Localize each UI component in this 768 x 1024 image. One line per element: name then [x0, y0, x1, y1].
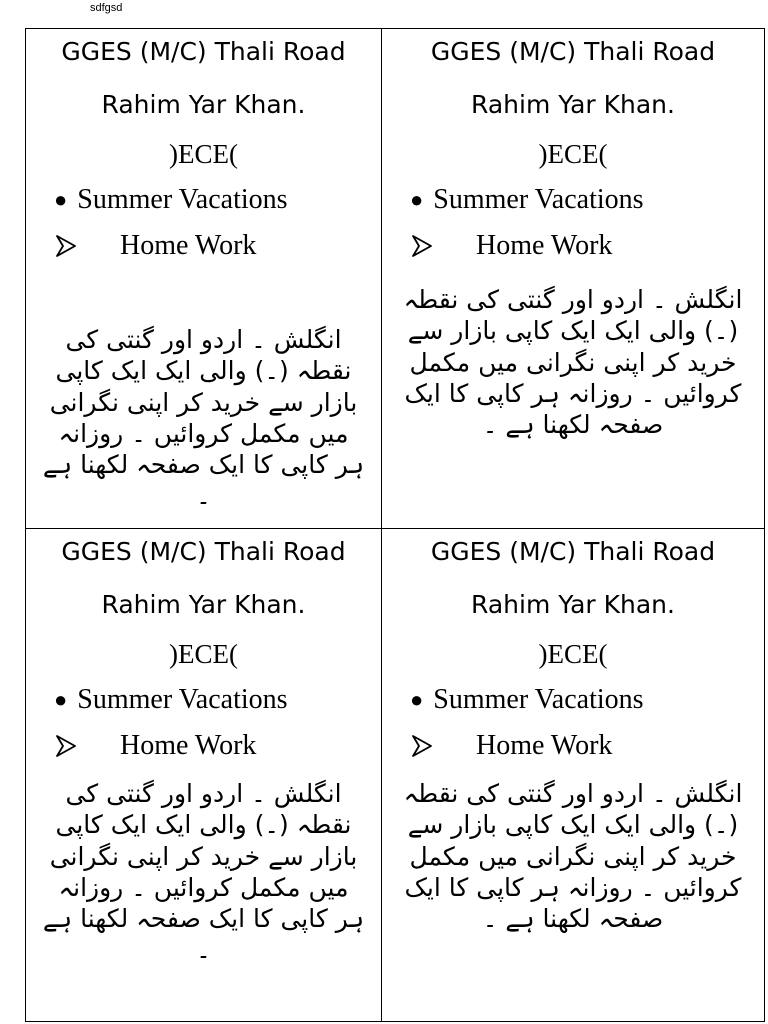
- bullet-icon: ●: [410, 687, 424, 712]
- notice-card-bottom-right: [382, 529, 764, 1021]
- homework-heading: [382, 230, 764, 262]
- bullet-icon: ●: [410, 187, 424, 212]
- homework-label: Home Work: [120, 230, 257, 261]
- arrowhead-bullet-icon: [412, 735, 432, 757]
- arrowhead-bullet-icon: [56, 735, 76, 757]
- arrowhead-bullet-icon: [56, 235, 76, 257]
- homework-label: Home Work: [120, 730, 257, 761]
- bullet-item: [26, 684, 381, 716]
- homework-label: Home Work: [476, 230, 613, 261]
- class-label: )ECE(: [169, 639, 238, 669]
- class-label: )ECE(: [538, 139, 608, 169]
- bullet-icon: ●: [54, 187, 68, 212]
- urdu-homework-instructions: انگلش ۔ اردو اور گنتی کی نقطہ (۔) والی ایک ایک کاپی بازار سے خرید کر اپنی نگرانی میں مکمل کروائیں ۔ روزانہ ہر کاپی کا ایک صفحہ لکھنا ہے ۔: [42, 325, 365, 511]
- urdu-homework-instructions: انگلش ۔ اردو اور گنتی کی نقطہ (۔) والی ایک ایک کاپی بازار سے خرید کر اپنی نگرانی میں مکمل کروائیں ۔ روزانہ ہر کاپی کا ایک صفحہ لکھنا ہے ۔: [403, 285, 743, 439]
- notice-card-grid: [25, 28, 765, 1022]
- school-city: Rahim Yar Khan.: [471, 90, 675, 119]
- bullet-icon: ●: [54, 687, 68, 712]
- urdu-homework-instructions: انگلش ۔ اردو اور گنتی کی نقطہ (۔) والی ایک ایک کاپی بازار سے خرید کر اپنی نگرانی میں مکمل کروائیں ۔ روزانہ ہر کاپی کا ایک صفحہ لکھنا ہے ۔: [42, 779, 365, 965]
- school-name: GGES (M/C) Thali Road: [430, 37, 716, 66]
- class-label: )ECE(: [538, 639, 608, 669]
- urdu-homework-instructions: انگلش ۔ اردو اور گنتی کی نقطہ (۔) والی ایک ایک کاپی بازار سے خرید کر اپنی نگرانی میں مکمل کروائیں ۔ روزانہ ہر کاپی کا ایک صفحہ لکھنا ہے ۔: [403, 779, 743, 933]
- bullet-text: Summer Vacations: [77, 184, 288, 215]
- arrowhead-bullet-icon: [412, 235, 432, 257]
- school-name: GGES (M/C) Thali Road: [430, 537, 716, 566]
- bullet-item: [26, 184, 381, 216]
- bullet-text: Summer Vacations: [433, 684, 644, 715]
- bullet-text: Summer Vacations: [433, 184, 644, 215]
- school-city: Rahim Yar Khan.: [101, 590, 306, 619]
- class-label: )ECE(: [169, 139, 238, 169]
- bullet-text: Summer Vacations: [77, 684, 288, 715]
- homework-heading: [26, 730, 381, 762]
- notice-card-bottom-left: [26, 529, 382, 1021]
- notice-card-top-right: [382, 29, 764, 529]
- notice-card-top-left: [26, 29, 382, 529]
- school-city: Rahim Yar Khan.: [471, 590, 675, 619]
- corner-text: sdfgsd: [90, 2, 123, 14]
- homework-heading: [26, 230, 381, 262]
- homework-heading: [382, 730, 764, 762]
- school-city: Rahim Yar Khan.: [101, 90, 306, 119]
- bullet-item: [382, 684, 764, 716]
- bullet-item: [382, 184, 764, 216]
- homework-label: Home Work: [476, 730, 613, 761]
- school-name: GGES (M/C) Thali Road: [61, 537, 346, 566]
- school-name: GGES (M/C) Thali Road: [61, 37, 346, 66]
